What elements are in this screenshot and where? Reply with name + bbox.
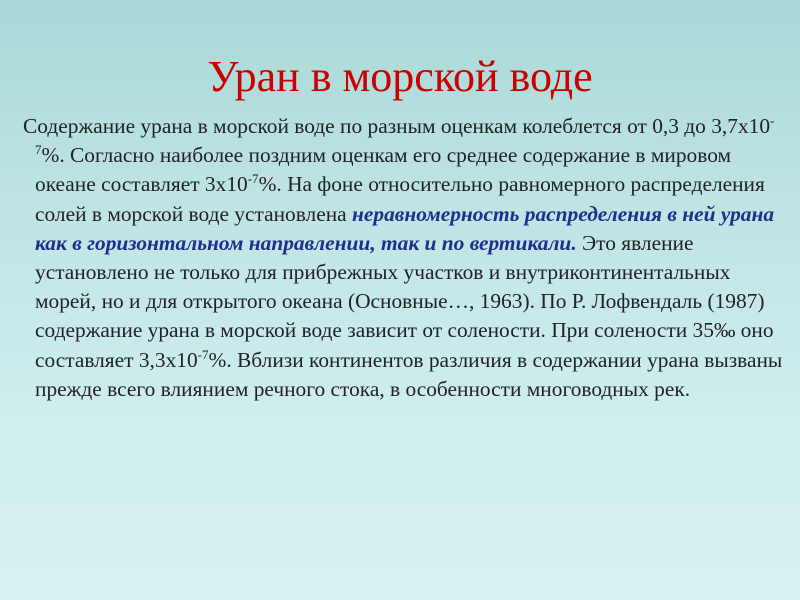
paragraph-segment: %. Вблизи континентов различия в содержании урана вызваны прежде всего влиянием речного стока, в особенности многоводных рек. — [35, 347, 783, 401]
paragraph-intro: Содержание урана в морской воде по разным оценкам колеблется от 0,3 до 3,7х10 — [23, 114, 771, 138]
exponent: -7 — [35, 113, 775, 158]
exponent: -7 — [247, 171, 259, 187]
paragraph-segment: %. На фоне относительно равномерного распределения солей в морской воде установлена — [35, 172, 765, 226]
paragraph-segment: %. Согласно наиболее поздним оценкам его среднее содержание в мировом океане составляет 3х10 — [35, 143, 732, 197]
paragraph-segment: Это явление установлено не только для прибрежных участков и внутриконтинентальных морей, но и для открытого океана (Основные…, 1963). По Р. Лофвендаль (1987) содержание урана в морской воде зависит от солености. При солености 35‰ оно составляет 3,3х10 — [35, 230, 774, 372]
slide-body-paragraph — [23, 112, 783, 404]
highlighted-phrase: неравномерность распределения в ней урана как в горизонтальном направлении, так и по вертикали. — [35, 201, 775, 255]
slide-title: Уран в морской воде — [207, 52, 593, 101]
exponent: -7 — [197, 346, 209, 362]
